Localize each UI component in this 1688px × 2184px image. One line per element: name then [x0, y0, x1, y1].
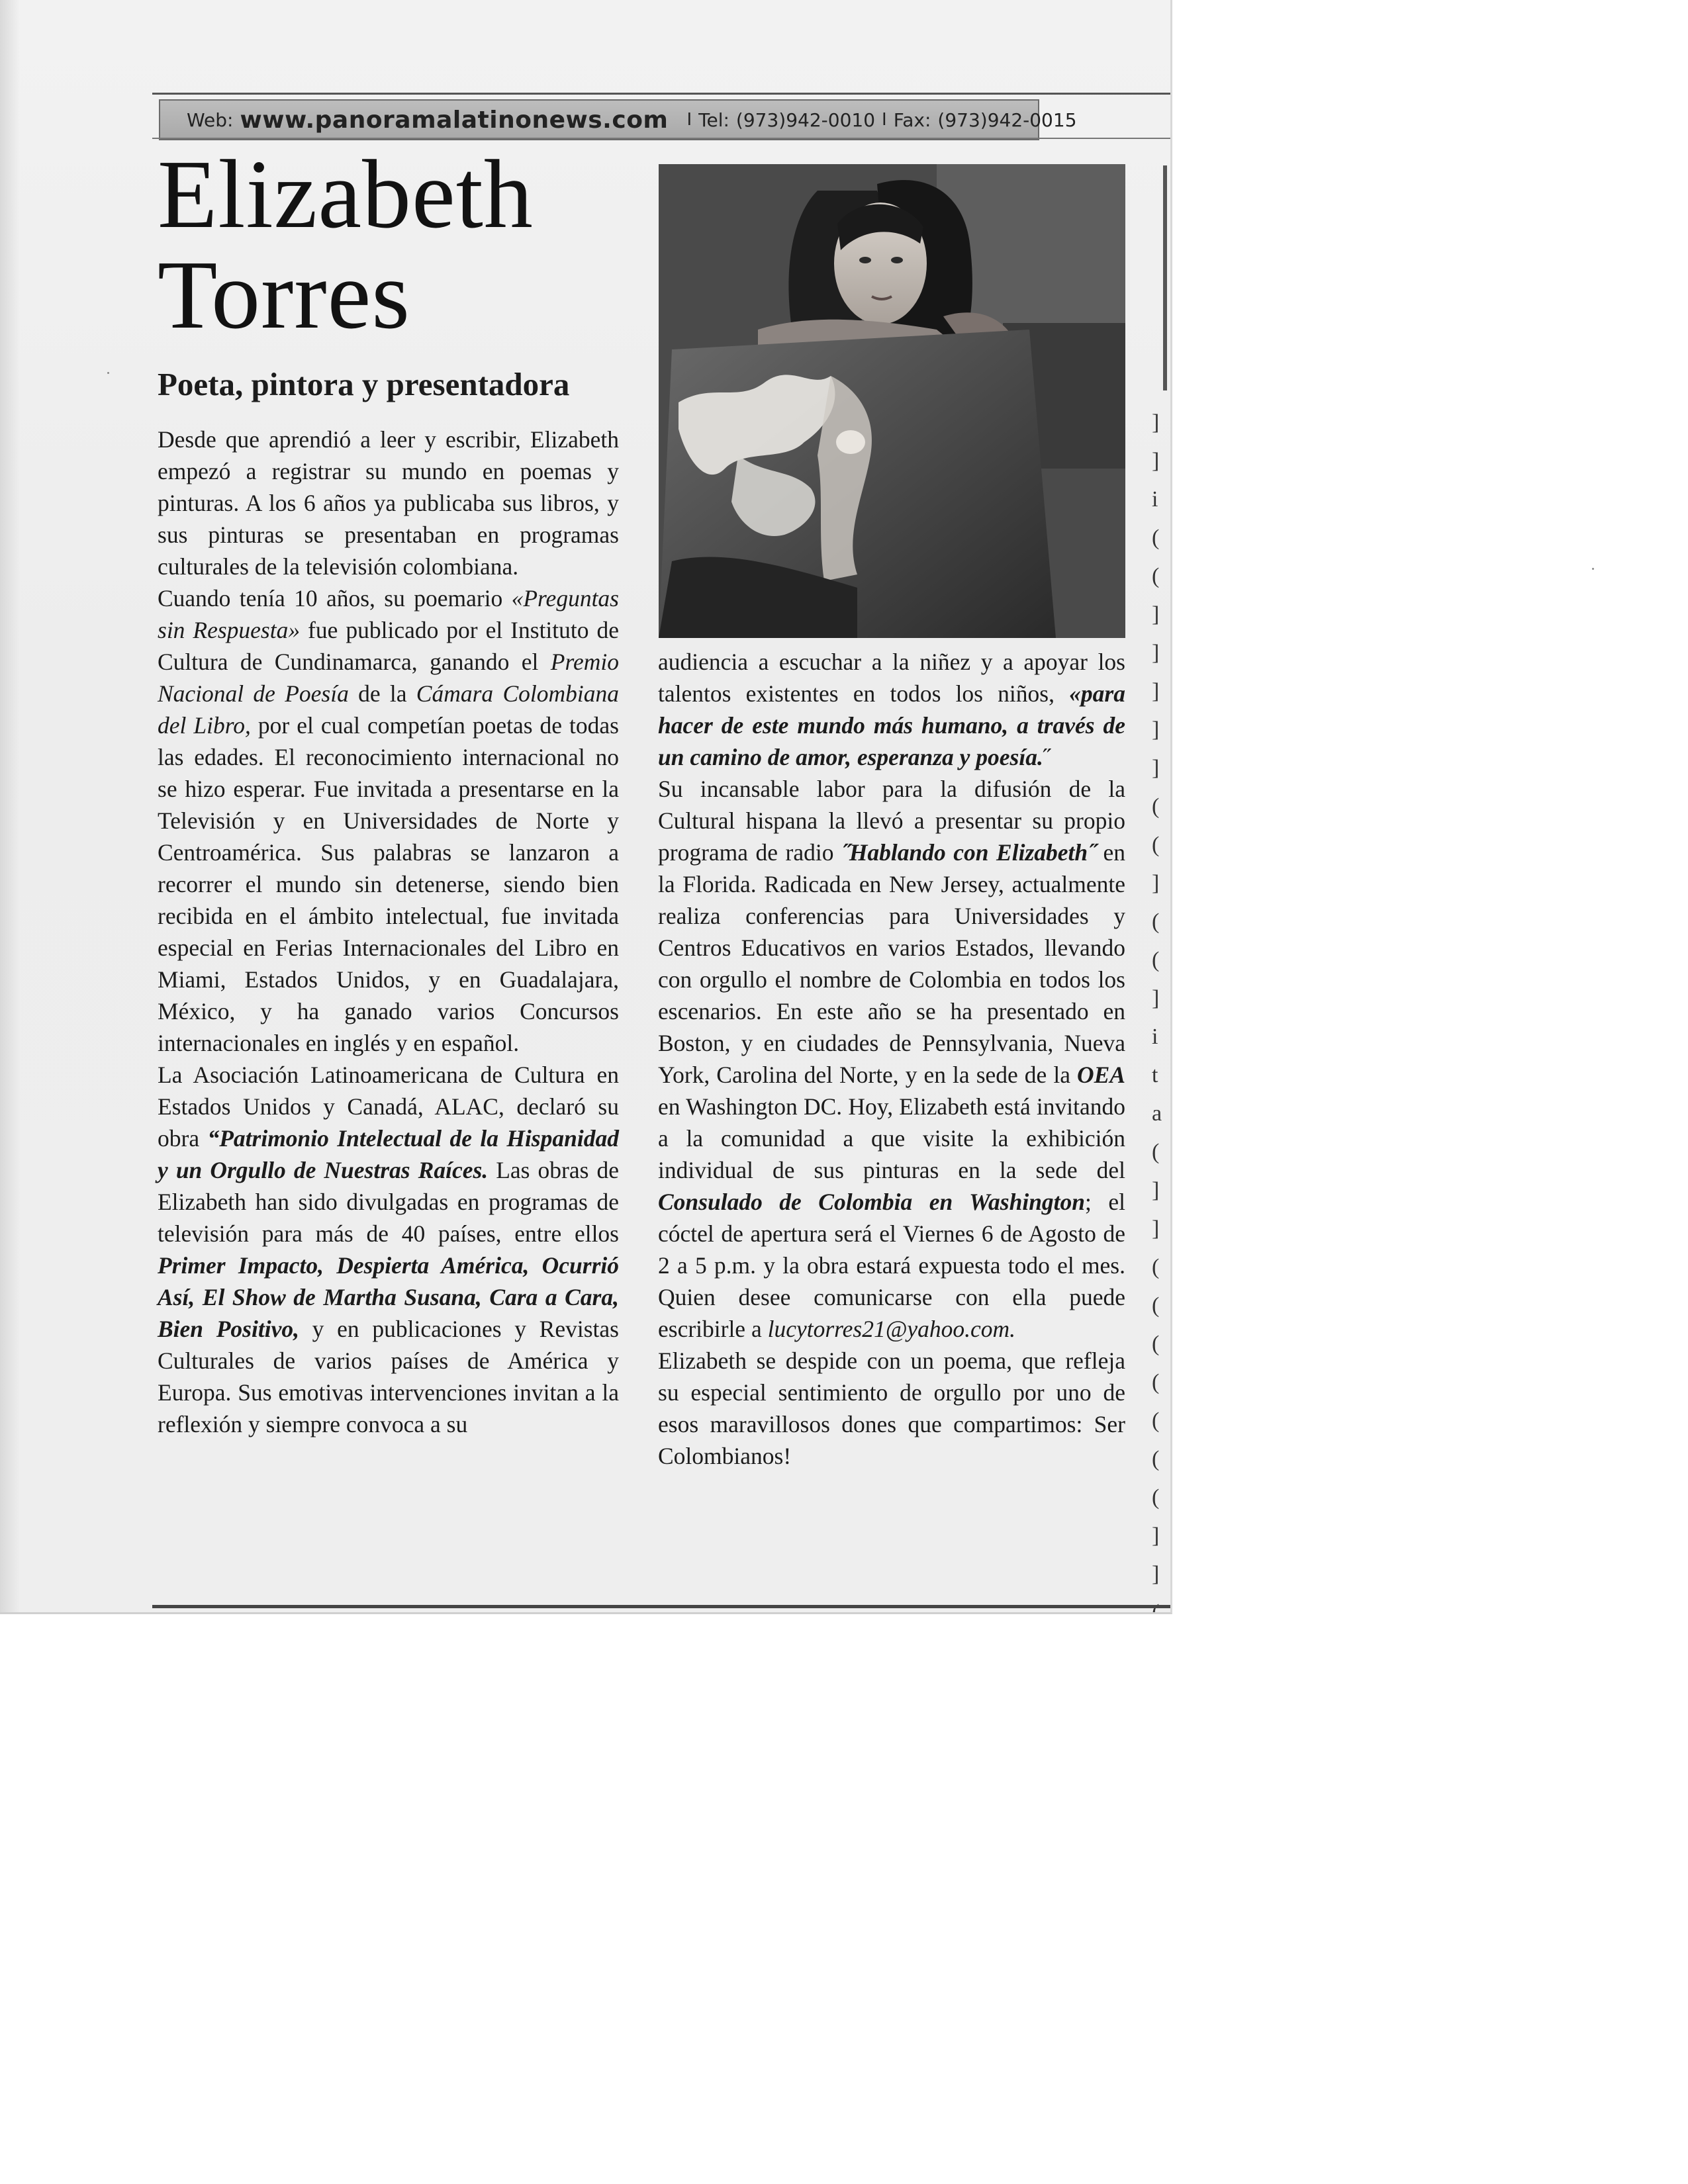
paragraph: Desde que aprendió a leer y escribir, Elizabeth empezó a registrar su mundo en poemas y pinturas. A los 6 años ya publicaba sus libros, y sus pinturas se presentaban en programas culturales de la televisión colombiana. [158, 426, 619, 580]
tel-number: (973)942-0010 [735, 109, 876, 131]
headline-line-1: Elizabeth [158, 140, 534, 249]
website-url: www.panoramalatinonews.com [240, 106, 669, 134]
paragraph: La Asociación Latinoamericana de Cultura en Estados Unidos y Canadá, ALAC, declaró su obra “Patrimonio Intelectual de la Hispanidad y un Orgullo de Nuestras Raíces. Las obras de Elizabeth han sido divulgadas en programas de televisión para más de 40 países, entre ellos Primer Impacto, Despierta América, Ocurrió Así, El Show de Martha Susana, Cara a Cara, Bien Positivo, y en publicaciones y Revistas Culturales de varios países de América y Europa. Sus emotivas intervenciones invitan a la reflexión y siempre convoca a su [158, 1062, 619, 1437]
paragraph: Elizabeth se despide con un poema, que refleja su especial sentimiento de orgullo por uno de esos maravillosos dones que compartimos: Ser Colombianos! [658, 1347, 1125, 1469]
speck [107, 372, 109, 374]
top-rule [152, 93, 1170, 95]
edge-letter: ( [1152, 1485, 1160, 1510]
edge-letter: ( [1152, 948, 1160, 972]
edge-letter: ] [1152, 871, 1160, 895]
edge-letter: ] [1152, 679, 1160, 704]
separator: I [686, 110, 692, 130]
edge-letter: ] [1152, 602, 1160, 627]
edge-letter: ( [1152, 564, 1160, 588]
institution-name: Cámara Colombiana del Libro, [158, 680, 619, 739]
edge-letter: ] [1152, 1562, 1160, 1586]
article-subtitle: Poeta, pintora y presentadora [158, 366, 570, 402]
headline-line-2: Torres [158, 241, 410, 349]
separator: I [882, 110, 887, 130]
edge-letter: ] [1152, 1178, 1160, 1203]
edge-letter: i [1152, 487, 1158, 512]
contact-email: lucytorres21@yahoo.com. [767, 1316, 1016, 1342]
paragraph: Su incansable labor para la difusión de la Cultural hispana la llevó a presentar su propio programa de radio ˝Hablando con Elizabeth˝ en la Florida. Radicada en New Jersey, actualmente realiza conferencias para Universidades y Centros Educativos en varios Estados, llevando con orgullo el nombre de Colombia en todos los escenarios. En este año se ha presentado en Boston, y en ciudades de Pennsylvania, Nueva York, Carolina del Norte, y en la sede de la OEA en Washington DC. Hoy, Elizabeth está invitando a la comunidad a que visite la exhibición individual de sus pinturas en la sede del Consulado de Colombia en Washington; el cóctel de apertura será el Viernes 6 de Agosto de 2 a 5 p.m. y la obra estará expuesta todo el mes. Quien desee comunicarse con ella puede escribirle a lucytorres21@yahoo.com. [658, 776, 1125, 1342]
book-title: «Preguntas sin Respuesta» [158, 585, 619, 643]
edge-letter: ( [1152, 1255, 1160, 1279]
article-column-2 [658, 646, 1125, 1602]
fax-label: Fax: [893, 109, 931, 131]
edge-letter: ( [1152, 1447, 1160, 1471]
photo-illustration [659, 164, 1125, 638]
edge-letter: ( [1152, 1332, 1160, 1356]
edge-letter: ( [1152, 794, 1160, 819]
award-name: Premio Nacional de Poesía [158, 649, 619, 707]
radio-program-name: ˝Hablando con Elizabeth˝ [841, 839, 1096, 866]
paragraph: Cuando tenía 10 años, su poemario «Preguntas sin Respuesta» fue publicado por el Instituto de Cultura de Cundinamarca, ganando el Premio Nacional de Poesía de la Cámara Colombiana del Libro, por el cual competían poetas de todas las edades. El reconocimiento internacional no se hizo esperar. Fue invitada a presentarse en la Televisión y en Universidades de Norte y Centroamérica. Sus palabras se lanzaron a recorrer el mundo sin detenerse, siendo bien recibida en el ámbito intelectual, fue invitada especial en Ferias Internacionales del Libro en Miami, Estados Unidos, y en Guadalajara, México, y ha ganado varios Concursos internacionales en inglés y en español. [158, 585, 619, 1056]
organization-name: OEA [1077, 1062, 1125, 1088]
edge-letter: i [1152, 1024, 1158, 1049]
fax-number: (973)942-0015 [937, 109, 1077, 131]
header-bar [159, 99, 1077, 140]
edge-letter: ( [1152, 1140, 1160, 1164]
web-label: Web: [187, 109, 234, 131]
edge-letter: a [1152, 1101, 1162, 1126]
speck [1592, 568, 1594, 570]
edge-letter: ] [1152, 1524, 1160, 1548]
edge-letter: ] [1152, 1216, 1160, 1241]
edge-letter: ] [1152, 756, 1160, 780]
edge-letter: ] [1152, 717, 1160, 742]
edge-letter: t [1152, 1063, 1158, 1087]
article-column-1 [158, 424, 619, 1602]
bottom-rule [152, 1605, 1170, 1608]
portrait-photo [659, 164, 1125, 638]
edge-letter: ] [1152, 449, 1160, 473]
edge-letter: ( [1152, 909, 1160, 934]
paragraph: audiencia a escuchar a la niñez y a apoyar los talentos existentes en todos los niños, «para hacer de este mundo más humano, a través de un camino de amor, esperanza y poesía.˝ [658, 649, 1125, 770]
tv-programs: Primer Impacto, Despierta América, Ocurrió Así, El Show de Martha Susana, Cara a Cara, Bien Positivo, [158, 1252, 619, 1342]
edge-letter: ] [1152, 641, 1160, 665]
header-underline [152, 138, 1170, 139]
edge-letter: ( [1152, 833, 1160, 857]
quote: «para hacer de este mundo más humano, a través de un camino de amor, esperanza y poesía. [658, 680, 1125, 770]
edge-letter: ( [1152, 525, 1160, 550]
edge-letter: ] [1152, 410, 1160, 435]
edge-letter: ( [1152, 1408, 1160, 1433]
edge-letter: ( [1152, 1293, 1160, 1318]
declaration-quote: “Patrimonio Intelectual de la Hispanidad y un Orgullo de Nuestras Raíces. [158, 1125, 619, 1183]
edge-letter: ( [1152, 1370, 1160, 1394]
venue-name: Consulado de Colombia en Washington [658, 1189, 1086, 1215]
adjacent-column-fragment [1140, 172, 1170, 1602]
edge-letter: ] [1152, 986, 1160, 1011]
article-headline [158, 140, 661, 349]
tel-label: Tel: [698, 109, 729, 131]
